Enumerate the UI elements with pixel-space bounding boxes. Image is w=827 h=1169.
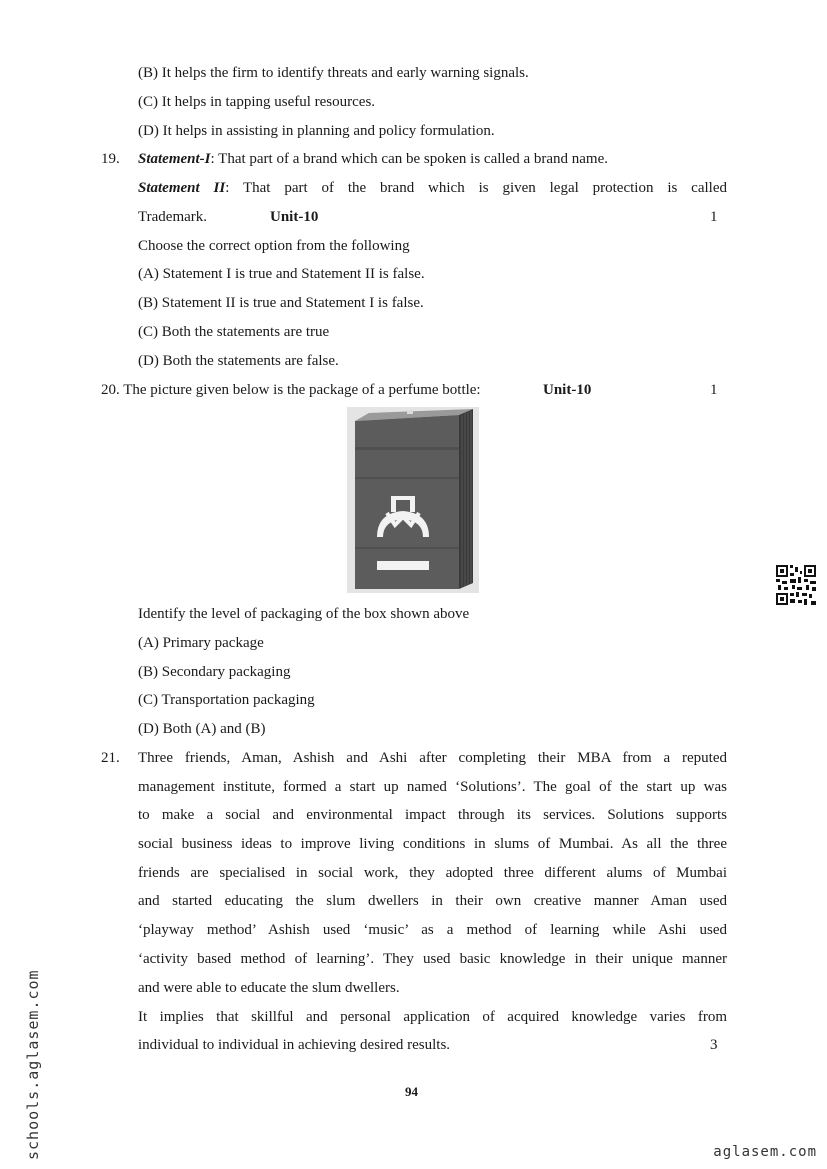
- q19-prompt: Choose the correct option from the following: [138, 238, 410, 254]
- q19-unit: Unit-10: [270, 209, 319, 225]
- q20-unit: Unit-10: [543, 382, 592, 398]
- q21-line-2: management institute, formed a start up named ‘Solutions’. The goal of the start up was: [138, 779, 727, 795]
- perfume-box-image: [347, 407, 479, 593]
- q19-s2-label: Statement II: [138, 180, 226, 196]
- q19-option-d: (D) Both the statements are false.: [138, 353, 339, 369]
- q21-line-5: friends are specialised in social work, they adopted three different alums of Mumbai: [138, 865, 727, 881]
- q21-line-1: Three friends, Aman, Ashish and Ashi after completing their MBA from a reputed: [138, 750, 727, 766]
- q21-marks: 3: [710, 1037, 718, 1053]
- q21-line-9: and were able to educate the slum dwellers.: [138, 980, 400, 996]
- q20-option-a: (A) Primary package: [138, 635, 264, 651]
- q20-marks: 1: [710, 382, 718, 398]
- q19-option-a: (A) Statement I is true and Statement II is false.: [138, 266, 425, 282]
- q18-option-b: (B) It helps the firm to identify threats and early warning signals.: [138, 65, 529, 81]
- q18-option-d: (D) It helps in assisting in planning and policy formulation.: [138, 123, 495, 139]
- q21-line-7: ‘playway method’ Ashish used ‘music’ as a method of learning while Ashi used: [138, 922, 727, 938]
- q19-number: 19.: [101, 151, 120, 167]
- q21-line-4: social business ideas to improve living conditions in slums of Mumbai. As all the three: [138, 836, 727, 852]
- q21-line-8: ‘activity based method of learning’. They used basic knowledge in their unique manner: [138, 951, 727, 967]
- q21-line-6: and started educating the slum dwellers in their own creative manner Aman used: [138, 893, 727, 909]
- q21-para2-line-1: It implies that skillful and personal application of acquired knowledge varies from: [138, 1009, 727, 1025]
- q19-s2-continuation: Trademark.: [138, 209, 208, 225]
- q20-prompt: Identify the level of packaging of the box shown above: [138, 606, 470, 622]
- page-number: 94: [405, 1084, 418, 1099]
- q20-stem: [101, 381, 481, 399]
- qr-code-icon: [776, 565, 816, 605]
- q20-number: 20.: [101, 382, 120, 398]
- q21-line-3: to make a social and environmental impact through its services. Solutions supports: [138, 807, 727, 823]
- q19-option-b: (B) Statement II is true and Statement I is false.: [138, 295, 424, 311]
- q19-option-c: (C) Both the statements are true: [138, 324, 330, 340]
- q19-statement-1: [138, 150, 608, 168]
- q21-para2-line-2: individual to individual in achieving desired results.: [138, 1037, 451, 1053]
- q21-number: 21.: [101, 750, 120, 766]
- q19-statement-2: [138, 179, 727, 197]
- q20-option-b: (B) Secondary packaging: [138, 664, 291, 680]
- q19-s2-text: : That part of the brand which is given legal protection is called: [225, 180, 727, 196]
- footer-watermark: aglasem.com: [713, 1144, 817, 1160]
- q20-option-d: (D) Both (A) and (B): [138, 721, 266, 737]
- side-watermark: schools.aglasem.com: [24, 969, 42, 1160]
- q19-s1-label: Statement-I: [138, 151, 211, 167]
- q20-option-c: (C) Transportation packaging: [138, 692, 315, 708]
- q20-text: The picture given below is the package of a perfume bottle:: [123, 382, 481, 398]
- q19-marks: 1: [710, 209, 718, 225]
- q19-s1-text: : That part of a brand which can be spoken is called a brand name.: [210, 151, 609, 167]
- q18-option-c: (C) It helps in tapping useful resources.: [138, 94, 376, 110]
